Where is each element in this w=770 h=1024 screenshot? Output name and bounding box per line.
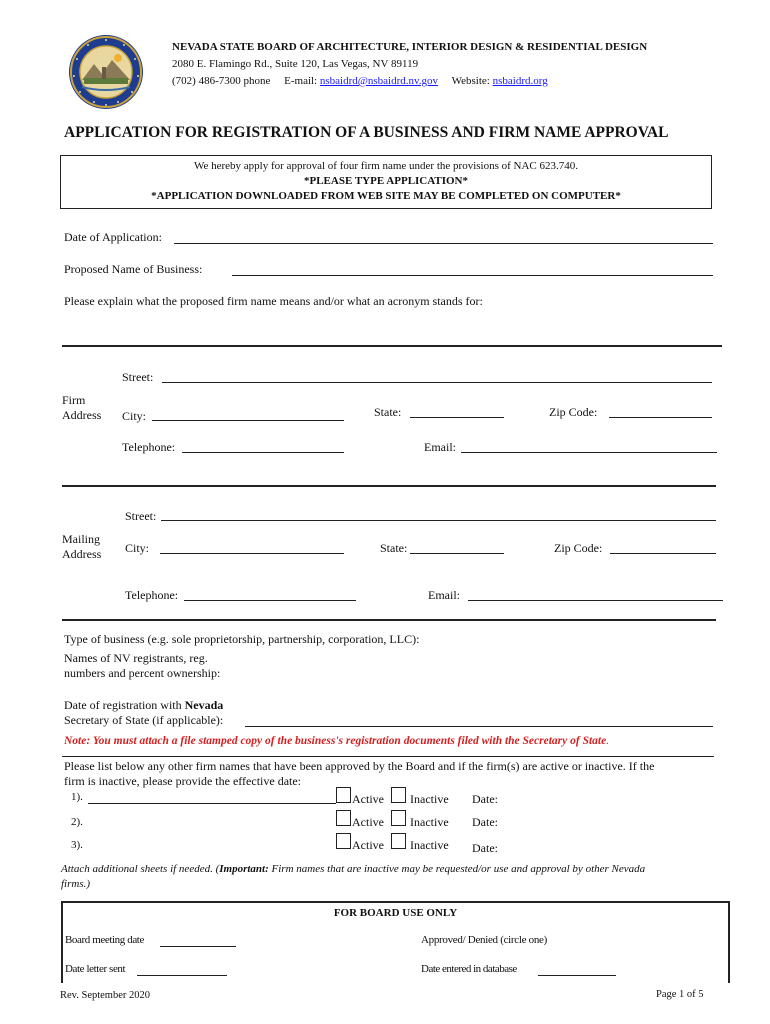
registration-date-input[interactable] [245,726,713,727]
section-divider [62,619,716,621]
mailing-address-label: Mailing Address [62,532,102,561]
mailing-state-input[interactable] [410,553,504,554]
firm-street-label: Street: [122,370,154,384]
firm-street-input[interactable] [162,382,712,383]
date-entered-input[interactable] [538,975,616,976]
firm-email-input[interactable] [461,452,717,453]
mailing-street-input[interactable] [161,520,716,521]
board-meeting-date-input[interactable] [160,946,236,947]
page-title: APPLICATION FOR REGISTRATION OF A BUSINESS AND FIRM NAME APPROVAL [64,124,669,141]
inactive-checkbox[interactable] [391,810,406,826]
registration-date-label: Date of registration with Nevada Secretary of State (if applicable): [64,698,224,727]
notice-line-1: We hereby apply for approval of four firm name under the provisions of NAC 623.740. [193,160,579,172]
date-entered-label: Date entered in database [421,963,517,975]
active-label: Active [352,838,384,852]
website-link[interactable]: nsbaidrd.org [492,75,548,87]
mailing-city-label: City: [125,541,150,555]
mailing-telephone-label: Telephone: [125,588,179,602]
registration-note: Note: You must attach a file stamped copy of the business's registration documents filed with the Secretary of State. [64,735,610,747]
firm-address-label: Firm Address [62,393,102,422]
firm-telephone-input[interactable] [182,452,344,453]
revision-date: Rev. September 2020 [60,990,151,1001]
page-number: Page 1 of 5 [656,989,704,1000]
other-firms-intro: Please list below any other firm names that have been approved by the Board and if the firm(s) are active or inactive. If the firm is inactive, please provide the effective date: [64,759,655,788]
explain-label: Please explain what the proposed firm name means and/or what an acronym stands for: [64,294,483,308]
org-address: 2080 E. Flamingo Rd., Suite 120, Las Vegas, NV 89119 [172,58,419,70]
active-checkbox[interactable] [336,810,351,826]
active-label: Active [352,792,384,806]
mailing-telephone-input[interactable] [184,600,356,601]
explain-input[interactable] [62,345,722,347]
date-label: Date: [472,841,498,855]
inactive-checkbox[interactable] [391,787,406,803]
org-name: NEVADA STATE BOARD OF ARCHITECTURE, INTERIOR DESIGN & RESIDENTIAL DESIGN [172,41,648,53]
notice-line-3: *APPLICATION DOWNLOADED FROM WEB SITE MAY BE COMPLETED ON COMPUTER* [151,190,621,202]
mailing-email-label: Email: [428,588,460,602]
date-letter-sent-input[interactable] [137,975,227,976]
notice-line-2: *PLEASE TYPE APPLICATION* [303,175,468,187]
firm-row-name-input[interactable] [88,803,336,804]
date-letter-sent-label: Date letter sent [65,963,126,975]
date-label: Date: [472,815,498,829]
section-divider [62,485,716,487]
proposed-name-input[interactable] [232,275,713,276]
firm-zip-label: Zip Code: [549,405,598,419]
active-label: Active [352,815,384,829]
inactive-checkbox[interactable] [391,833,406,849]
active-checkbox[interactable] [336,833,351,849]
inactive-label: Inactive [410,838,449,852]
date-of-application-input[interactable] [174,243,713,244]
proposed-name-label: Proposed Name of Business: [64,262,203,276]
website-label: Website: [451,75,490,87]
firm-row-number: 2). [71,816,83,828]
board-use-box [61,901,730,983]
mailing-zip-label: Zip Code: [554,541,603,555]
firm-row-number: 3). [71,839,83,851]
inactive-label: Inactive [410,815,449,829]
active-checkbox[interactable] [336,787,351,803]
mailing-email-input[interactable] [468,600,723,601]
board-meeting-date-label: Board meeting date [65,934,144,946]
firm-city-input[interactable] [152,420,344,421]
mailing-state-label: State: [380,541,408,555]
org-phone: (702) 486-7300 phone [172,75,271,87]
mailing-street-label: Street: [125,509,157,523]
firm-city-label: City: [122,409,147,423]
mailing-zip-input[interactable] [610,553,716,554]
approved-denied-label: Approved/ Denied (circle one) [421,934,547,946]
firm-telephone-label: Telephone: [122,440,176,454]
notice-box [60,155,712,209]
firm-state-input[interactable] [410,417,504,418]
mailing-city-input[interactable] [160,553,344,554]
date-label: Date: [472,792,498,806]
nevada-state-seal [68,34,144,110]
firm-zip-input[interactable] [609,417,712,418]
firm-row-number: 1). [71,791,83,803]
date-of-application-label: Date of Application: [64,230,162,244]
firm-state-label: State: [374,405,402,419]
contact-line [172,75,548,87]
firm-email-label: Email: [424,440,456,454]
inactive-label: Inactive [410,792,449,806]
attach-note: Attach additional sheets if needed. (Important: Firm names that are inactive may be requested/or use and approval by other Nevada firms.) [61,863,646,890]
board-use-title: FOR BOARD USE ONLY [333,907,458,919]
registrants-label: Names of NV registrants, reg. numbers and percent ownership: [64,651,221,680]
email-link[interactable]: nsbaidrd@nsbaidrd.nv.gov [319,75,439,87]
email-label: E-mail: [284,75,318,87]
section-divider [62,756,714,757]
business-type-label: Type of business (e.g. sole proprietorship, partnership, corporation, LLC): [64,632,420,646]
